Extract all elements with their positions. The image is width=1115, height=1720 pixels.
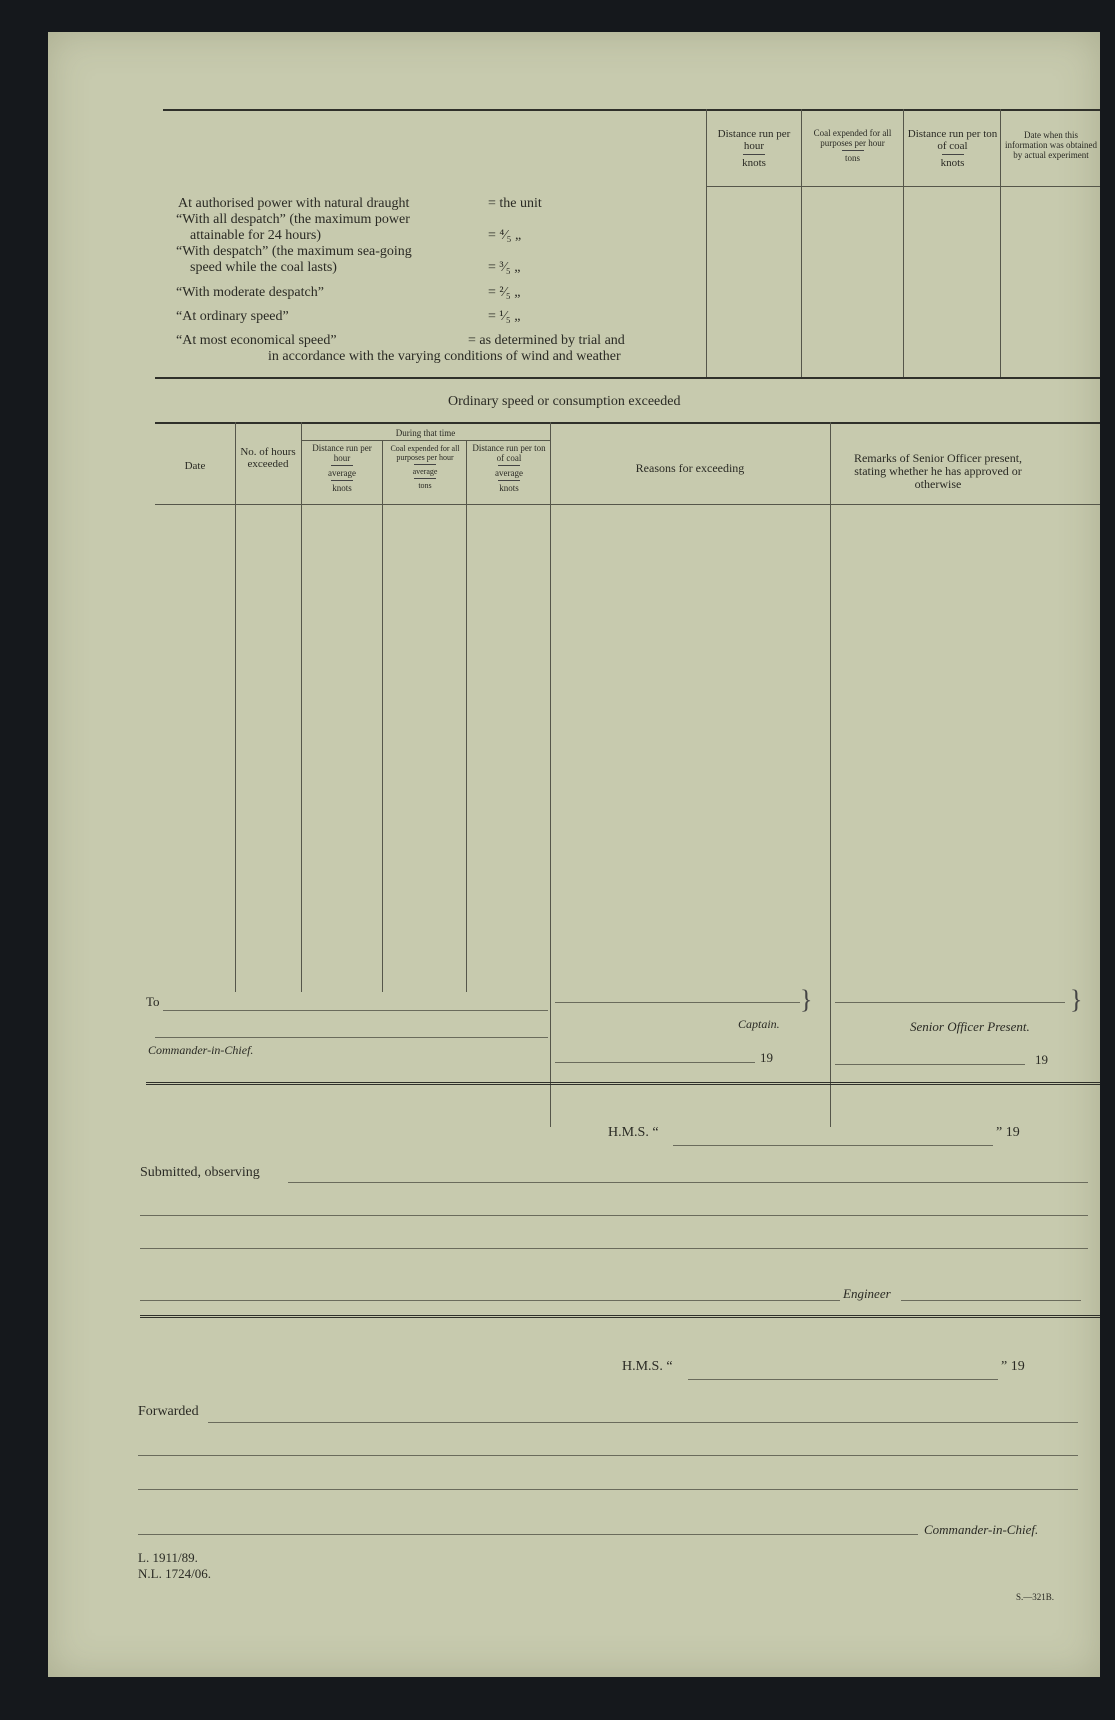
row-label: At authorised power with natural draught [178, 196, 410, 211]
to-line [155, 1037, 548, 1038]
row-value: = ²⁄₅ „ [488, 285, 521, 300]
header-date: Date [184, 460, 206, 472]
captain-label: Captain. [738, 1017, 780, 1031]
commander-label: Commander-in-Chief. [148, 1043, 254, 1057]
hms-date: ” 19 [1001, 1359, 1025, 1374]
header-exceed-per-ton: Distance run per ton of coal average knots [472, 443, 546, 493]
engineer-sign-line [901, 1300, 1081, 1301]
brace-icon: } [1070, 985, 1083, 1014]
during-rule [301, 440, 550, 441]
ref-number: L. 1911/89. [138, 1550, 198, 1565]
form-code: S.—321B. [1016, 1592, 1055, 1602]
observation-line [140, 1215, 1088, 1216]
ship-name-line [673, 1145, 993, 1146]
observation-line [140, 1300, 840, 1301]
row-value: = the unit [488, 196, 542, 211]
row-value: = ¹⁄₅ „ [488, 309, 521, 324]
senior-date-line [835, 1064, 1025, 1065]
header-reasons: Reasons for exceeding [635, 461, 745, 475]
header-per-ton: Distance run per ton of coal knots [907, 128, 998, 169]
section-title: Ordinary speed or consumption exceeded [448, 394, 681, 409]
row-label: speed while the coal lasts) [190, 260, 337, 275]
row-label: “At ordinary speed” [176, 309, 289, 324]
to-line [163, 1010, 548, 1011]
col-divider [706, 109, 707, 377]
forward-line [138, 1534, 918, 1535]
top-rule [163, 109, 1100, 111]
forward-line [208, 1422, 1078, 1423]
header-remarks: Remarks of Senior Officer present, stating whether he has approved or otherwise [853, 451, 1023, 491]
row-label: “With all despatch” (the maximum power [176, 212, 410, 227]
hms-date: ” 19 [996, 1125, 1020, 1140]
top-table-bottom [155, 377, 1100, 379]
col-divider [1000, 109, 1001, 377]
ship-name-line [688, 1379, 998, 1380]
row-value: = ⁴⁄₅ „ [488, 228, 522, 243]
engineer-label: Engineer [843, 1286, 891, 1301]
engineer-bottom-rule [140, 1315, 1100, 1318]
header-date-obtained: Date when this information was obtained by actual experiment [1005, 130, 1097, 160]
exceed-bottom-rule [146, 1082, 1100, 1085]
row-label: “At most economical speed” [176, 333, 337, 348]
hms-label: H.M.S. “ [622, 1359, 673, 1374]
senior-year: 19 [1035, 1052, 1048, 1067]
captain-year: 19 [760, 1050, 773, 1065]
exceed-header-rule [155, 504, 1100, 505]
row-value: = ³⁄₅ „ [488, 260, 521, 275]
observation-line [140, 1248, 1088, 1249]
header-distance: Distance run per hour knots [717, 128, 791, 169]
to-label: To [146, 994, 160, 1009]
col-divider [466, 440, 467, 992]
row-label: attainable for 24 hours) [190, 228, 322, 243]
senior-label: Senior Officer Present. [910, 1019, 1030, 1034]
forward-line [138, 1455, 1078, 1456]
row-label: “With moderate despatch” [176, 285, 324, 300]
header-exceed-distance: Distance run per hour average knots [312, 443, 372, 493]
hms-label: H.M.S. “ [608, 1125, 659, 1140]
header-exceed-coal: Coal expended for all purposes per hour average tons [390, 444, 460, 490]
header-hours: No. of hours exceeded [240, 446, 296, 470]
forward-line [138, 1489, 1078, 1490]
col-divider [382, 440, 383, 992]
observation-line [288, 1182, 1088, 1183]
header-coal: Coal expended for all purposes per hour tons [813, 128, 892, 163]
col-divider [550, 422, 551, 1127]
col-divider [301, 422, 302, 992]
col-divider [903, 109, 904, 377]
captain-sign-line [555, 1002, 800, 1003]
row-label: “With despatch” (the maximum sea-going [176, 244, 412, 259]
ref-number: N.L. 1724/06. [138, 1566, 211, 1581]
row-value: = as determined by trial and [468, 333, 625, 348]
captain-date-line [555, 1062, 755, 1063]
form-page [48, 32, 1100, 1677]
brace-icon: } [800, 985, 813, 1014]
header-during: During that time [395, 428, 456, 438]
col-divider [801, 109, 802, 377]
forwarded-label: Forwarded [138, 1404, 199, 1419]
exceed-top-rule [155, 422, 1100, 424]
header-rule [706, 186, 1100, 187]
row-label: in accordance with the varying conditions of wind and weather [268, 349, 621, 364]
col-divider [830, 422, 831, 1127]
submitted-label: Submitted, observing [140, 1165, 260, 1180]
commander-label: Commander-in-Chief. [924, 1522, 1039, 1537]
col-divider [235, 422, 236, 992]
senior-sign-line [835, 1002, 1065, 1003]
